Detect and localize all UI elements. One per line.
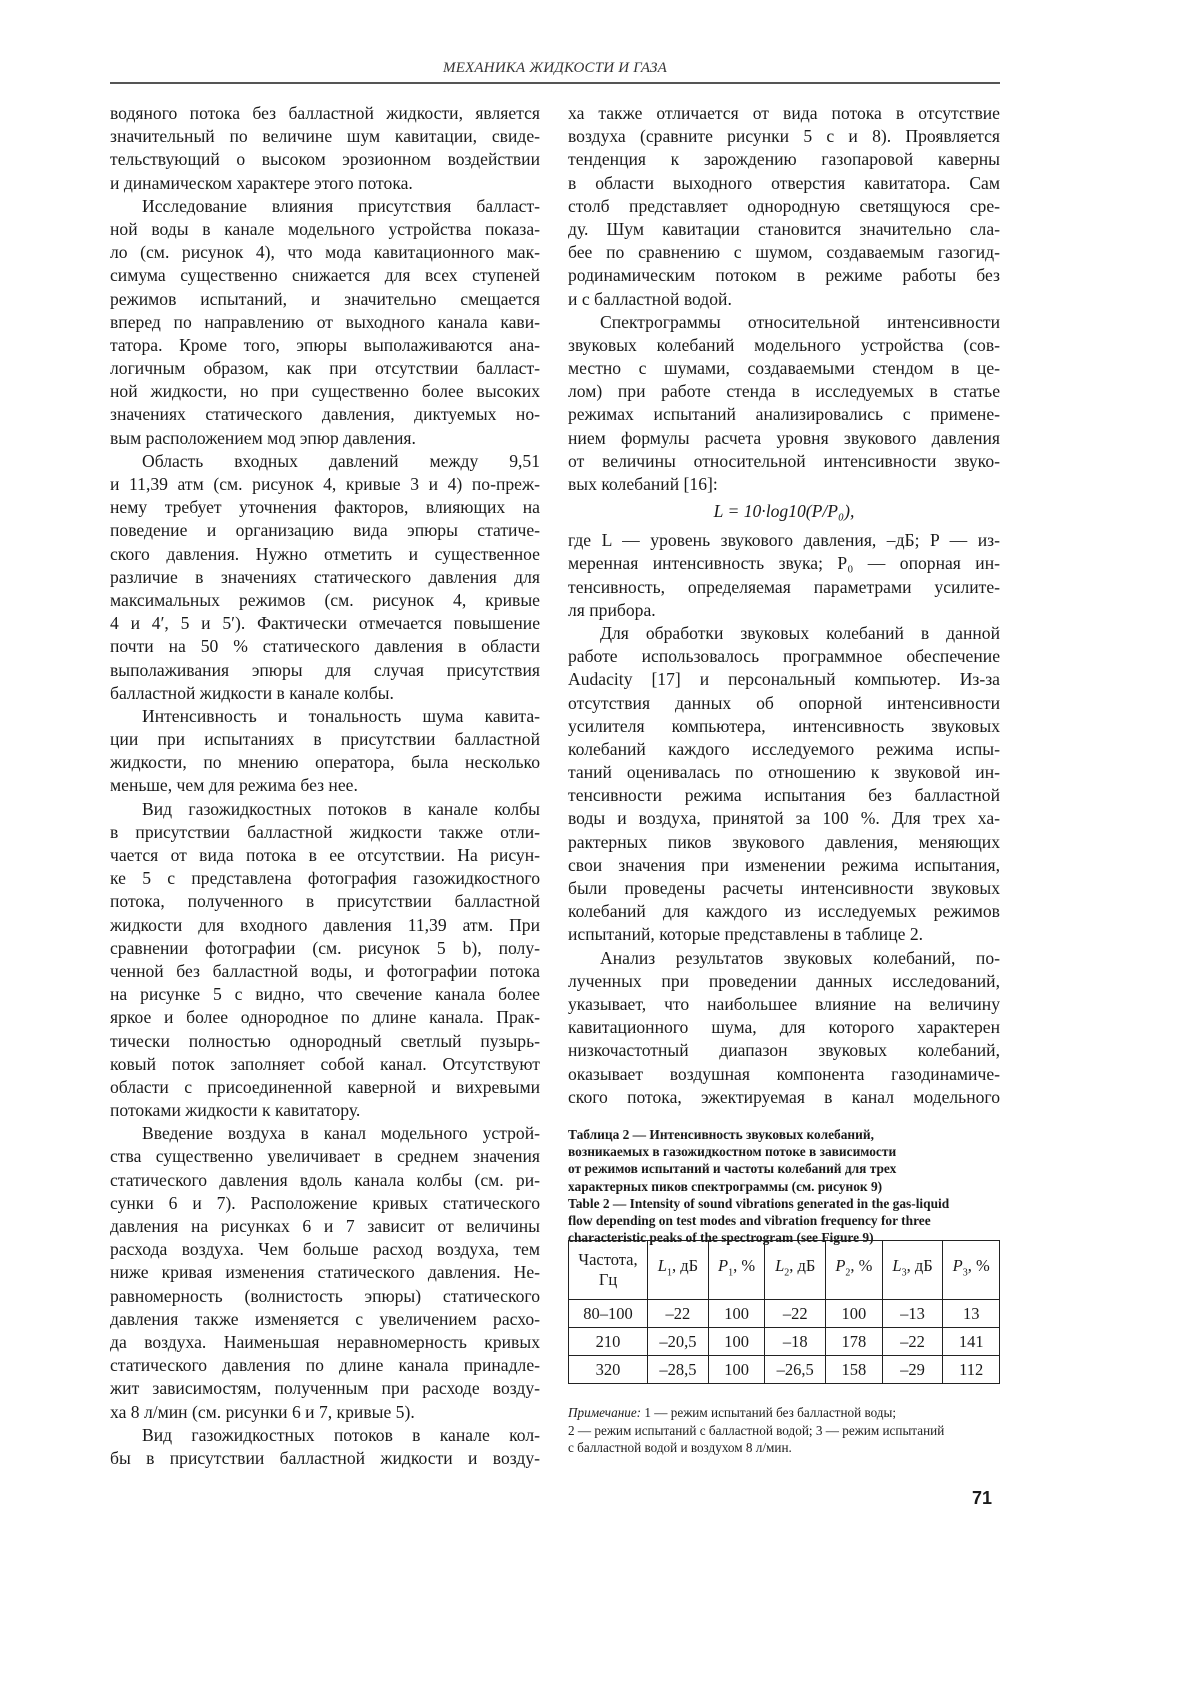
text-line: усилителя компьютера, интенсивность звуковых (568, 715, 1000, 738)
text-line: Исследование влияния присутствия баллаcт- (110, 195, 540, 218)
text-line: низкочастотный диапазон звуковых колебаний, (568, 1039, 1000, 1062)
text-line: Спектрограммы относительной интенсивности (568, 311, 1000, 334)
text-line: вых колебаний [16]: (568, 473, 1000, 496)
text-line: равномерность (волнистость эпюры) статического (110, 1285, 540, 1308)
header-unit: , % (850, 1256, 872, 1275)
header-p2 (826, 1241, 883, 1300)
paragraph (110, 195, 540, 450)
header-symbol: L (658, 1256, 667, 1275)
header-subscript: 1 (728, 1268, 733, 1279)
note-line (568, 1404, 1008, 1422)
page-number: 71 (972, 1488, 992, 1509)
text-line: Интенсивность и тональность шума кавита- (110, 705, 540, 728)
text-line: татора. Кроме того, эпюры выполаживаются ана- (110, 334, 540, 357)
text-line: меренная интенсивность звука; P₀ — опорная ин- (568, 552, 1000, 575)
text-line: родинамическим потоком в режиме работы без (568, 264, 1000, 287)
header-frequency: Частота, Гц (569, 1241, 648, 1300)
note-text: 1 — режим испытаний без балластной воды; (641, 1405, 896, 1420)
text-line: свои значения при изменении режима испытания, (568, 854, 1000, 877)
paragraph (110, 705, 540, 798)
text-line: Введение воздуха в канал модельного устрой- (110, 1122, 540, 1145)
header-unit: , дБ (789, 1256, 815, 1275)
paragraph (568, 311, 1000, 497)
text-line: ля прибора. (568, 599, 1000, 622)
header-unit: , дБ (907, 1256, 933, 1275)
paragraph (568, 529, 1000, 622)
table-2 (568, 1240, 1000, 1384)
text-line: различие в значениях статического давления для (110, 566, 540, 589)
table-cell: –22 (648, 1300, 709, 1328)
caption-line: Таблица 2 — Интенсивность звуковых колебаний, (568, 1126, 1008, 1143)
table-cell: –20,5 (648, 1328, 709, 1356)
left-column (110, 102, 540, 1470)
text-line: яркое и более однородное по длине канала. Прак- (110, 1006, 540, 1029)
header-subscript: 3 (963, 1268, 968, 1279)
text-line: Вид газожидкостных потоков в канале кол- (110, 1424, 540, 1447)
text-line: и динамическом характере этого потока. (110, 172, 540, 195)
text-line: отсутствия данных об опорной интенсивности (568, 692, 1000, 715)
text-line: сунки 6 и 7). Расположение кривых статического (110, 1192, 540, 1215)
table-cell: –13 (882, 1300, 943, 1328)
text-line: меньше, чем для режима без нее. (110, 774, 540, 797)
note-text: с балластной водой и воздухом 8 л/мин. (568, 1440, 792, 1455)
text-line: режимов испытаний, и значительно смещается (110, 288, 540, 311)
text-line: испытаний, которые представлены в таблице 2. (568, 923, 1000, 946)
text-line: выполаживания эпюры для случая присутствия (110, 659, 540, 682)
table-row (569, 1356, 1000, 1384)
caption-line: flow depending on test modes and vibration frequency for three (568, 1212, 1008, 1229)
header-symbol: L (892, 1256, 901, 1275)
text-line: работе использовалось программное обеспечение (568, 645, 1000, 668)
paragraph (568, 947, 1000, 1109)
text-line: потоками жидкости к кавитатору. (110, 1099, 540, 1122)
text-line: от величины относительной интенсивности звуко- (568, 450, 1000, 473)
header-p3 (943, 1241, 1000, 1300)
header-subscript: 2 (784, 1268, 789, 1279)
header-rule (110, 82, 1000, 84)
table-cell: –29 (882, 1356, 943, 1384)
text-line: кавитационного шума, для которого характерен (568, 1016, 1000, 1039)
caption-line: Table 2 — Intensity of sound vibrations generated in the gas-liquid (568, 1195, 1008, 1212)
text-line: колебаний для каждого из исследуемых режимов (568, 900, 1000, 923)
text-line: тенсивности режима испытания без балластной (568, 784, 1000, 807)
header-subscript: 1 (667, 1268, 672, 1279)
text-line: местно с шумами, создаваемыми стендом в це- (568, 357, 1000, 380)
text-line: ду. Шум кавитации становится значительно сла- (568, 218, 1000, 241)
text-line: 4 и 4′, 5 и 5′). Фактически отмечается повышение (110, 612, 540, 635)
text-line: в области выходного отверстия кавитатора. Сам (568, 172, 1000, 195)
running-header: МЕХАНИКА ЖИДКОСТИ И ГАЗА (110, 60, 1000, 77)
paragraph (110, 798, 540, 1123)
text-line: вым расположением мод эпюр давления. (110, 427, 540, 450)
text-line: Область входных давлений между 9,51 (110, 450, 540, 473)
table-cell: 100 (826, 1300, 883, 1328)
header-symbol: P (835, 1256, 845, 1275)
text-line: давления на рисунках 6 и 7 зависит от величины (110, 1215, 540, 1238)
text-line: режимах испытаний анализировались с примене- (568, 403, 1000, 426)
text-line: бее по сравнению с шумом, создаваемым газогид- (568, 241, 1000, 264)
text-line: тенденция к зарождению газопаровой каверны (568, 148, 1000, 171)
text-line: ковый поток заполняет собой канал. Отсутствуют (110, 1053, 540, 1076)
table-cell: –28,5 (648, 1356, 709, 1384)
text-line: колебаний каждого исследуемого режима испы- (568, 738, 1000, 761)
header-l2 (765, 1241, 826, 1300)
text-line: таний оценивалась по отношению к звуковой ин- (568, 761, 1000, 784)
text-line: столб представляет однородную светящуюся сре- (568, 195, 1000, 218)
text-line: воды и воздуха, принятой за 100 %. Для трех ха- (568, 807, 1000, 830)
text-line: тенсивность, определяемая параметрами усилите- (568, 576, 1000, 599)
text-line: расхода воздуха. Чем больше расход воздуха, тем (110, 1238, 540, 1261)
header-subscript: 2 (845, 1268, 850, 1279)
paragraph (110, 1122, 540, 1423)
text-line: ства существенно увеличивает в среднем значения (110, 1145, 540, 1168)
text-line: симума существенно снижается для всех ступеней (110, 264, 540, 287)
text-line: жидкости, по мнению оператора, была несколько (110, 751, 540, 774)
text-line: в присутствии балластной жидкости также отли- (110, 821, 540, 844)
text-line: максимальных режимов (см. рисунок 4, кривые (110, 589, 540, 612)
header-unit: , дБ (672, 1256, 698, 1275)
text-line: и с балластной водой. (568, 288, 1000, 311)
caption-line: от режимов испытаний и частоты колебаний для трех (568, 1160, 1008, 1177)
table-cell: 13 (943, 1300, 1000, 1328)
text-line: статического давления по длине канала принадле- (110, 1354, 540, 1377)
text-line: значительный по величине шум кавитации, свиде- (110, 125, 540, 148)
text-line: рактерных пиков звукового давления, меняющих (568, 831, 1000, 854)
caption-line: возникаемых в газожидкостном потоке в зависимости (568, 1143, 1008, 1160)
table-note (568, 1404, 1008, 1457)
paragraph (110, 450, 540, 705)
caption-line: характерных пиков спектрограммы (см. рисунок 9) (568, 1178, 1008, 1195)
header-unit: , % (733, 1256, 755, 1275)
text-line: поведение и организацию вида эпюры статиче- (110, 519, 540, 542)
note-line (568, 1439, 1008, 1457)
paragraph (568, 102, 1000, 311)
text-line: области с присоединенной каверной и вихревыми (110, 1076, 540, 1099)
text-line: статического давления вдоль канала колбы (см. ри- (110, 1169, 540, 1192)
header-symbol: P (953, 1256, 963, 1275)
text-line: нему требует уточнения факторов, влияющих на (110, 496, 540, 519)
table-cell: –26,5 (765, 1356, 826, 1384)
header-unit: , % (968, 1256, 990, 1275)
text-line: ке 5 c представлена фотография газожидкостного (110, 867, 540, 890)
text-line: были проведены расчеты интенсивности звуковых (568, 877, 1000, 900)
text-line: лученных при проведении данных исследований, (568, 970, 1000, 993)
table-cell: –18 (765, 1328, 826, 1356)
table-row (569, 1328, 1000, 1356)
text-line: ха также отличается от вида потока в отсутствие (568, 102, 1000, 125)
text-line: Анализ результатов звуковых колебаний, по- (568, 947, 1000, 970)
text-line: бы в присутствии балластной жидкости и возду- (110, 1447, 540, 1470)
text-line: тельствующий о высоком эрозионном воздействии (110, 148, 540, 171)
text-line: почти на 50 % статического давления в области (110, 635, 540, 658)
text-line: жит зависимостям, полученным при расходе возду- (110, 1377, 540, 1400)
text-line: жидкости для входного давления 11,39 атм. При (110, 914, 540, 937)
table-cell: –22 (765, 1300, 826, 1328)
text-line: ского потока, эжектируемая в канал модельного (568, 1086, 1000, 1109)
text-line: звуковых колебаний модельного устройства (сов- (568, 334, 1000, 357)
text-line: лом) при работе стенда в исследуемых в статье (568, 380, 1000, 403)
table-cell: 210 (569, 1328, 648, 1356)
text-line: указывает, что наибольшее влияние на величину (568, 993, 1000, 1016)
text-line: нием формулы расчета уровня звукового давления (568, 427, 1000, 450)
table-cell: 80–100 (569, 1300, 648, 1328)
header-symbol: L (775, 1256, 784, 1275)
header-p1 (708, 1241, 765, 1300)
table-row (569, 1300, 1000, 1328)
text-line: на рисунке 5 c видно, что свечение канала более (110, 983, 540, 1006)
text-line: водяного потока без балластной жидкости, является (110, 102, 540, 125)
text-line: ции при испытаниях в присутствии балластной (110, 728, 540, 751)
paragraph (110, 102, 540, 195)
text-line: чается от вида потока в ее отсутствии. На рисун- (110, 844, 540, 867)
header-l3 (882, 1241, 943, 1300)
note-label: Примечание: (568, 1405, 641, 1420)
text-line: ха 8 л/мин (см. рисунки 6 и 7, кривые 5). (110, 1401, 540, 1424)
text-line: ского давления. Нужно отметить и существенное (110, 543, 540, 566)
text-line: ниже кривая изменения статического давления. Не- (110, 1261, 540, 1284)
text-line: Для обработки звуковых колебаний в данной (568, 622, 1000, 645)
note-text: 2 — режим испытаний с балластной водой; 3 — режим испытаний (568, 1423, 944, 1438)
table-header-row (569, 1241, 1000, 1300)
text-line: балластной жидкости в канале колбы. (110, 682, 540, 705)
text-line: сравнении фотографии (см. рисунок 5 b), полу- (110, 937, 540, 960)
text-line: Вид газожидкостных потоков в канале колбы (110, 798, 540, 821)
table-cell: 320 (569, 1356, 648, 1384)
note-line (568, 1422, 1008, 1440)
table-cell: 100 (708, 1356, 765, 1384)
paragraph (568, 622, 1000, 947)
text-line: и 11,39 атм (см. рисунок 4, кривые 3 и 4) по-преж- (110, 473, 540, 496)
text-line: воздуха (сравните рисунки 5 c и 8). Проявляется (568, 125, 1000, 148)
right-column (568, 102, 1000, 1109)
header-subscript: 3 (902, 1268, 907, 1279)
table-cell: 100 (708, 1328, 765, 1356)
table-cell: 112 (943, 1356, 1000, 1384)
table-cell: 178 (826, 1328, 883, 1356)
table-cell: –22 (882, 1328, 943, 1356)
paragraph (110, 1424, 540, 1470)
text-line: вперед по направлению от выходного канала кави- (110, 311, 540, 334)
header-l1 (648, 1241, 709, 1300)
formula-block (568, 496, 1000, 529)
text-line: тически полностью однородный светлый пузырь- (110, 1030, 540, 1053)
text-line: ной жидкости, но при существенно более высоких (110, 380, 540, 403)
text-line: ло (см. рисунок 4), что мода кавитационного мак- (110, 241, 540, 264)
text-line: ченной без балластной воды, и фотографии потока (110, 960, 540, 983)
header-symbol: P (718, 1256, 728, 1275)
text-line: ной воды в канале модельного устройства показа- (110, 218, 540, 241)
text-line: Audacity [17] и персональный компьютер. Из-за (568, 668, 1000, 691)
table-cell: 141 (943, 1328, 1000, 1356)
table-cell: 100 (708, 1300, 765, 1328)
caption-line: characteristic peaks of the spectrogram (see Figure 9) (568, 1229, 1008, 1246)
formula: L = 10·log10(P/P₀), (568, 496, 1000, 529)
text-line: где L — уровень звукового давления, –дБ; P — из- (568, 529, 1000, 552)
text-line: оказывает воздушная компонента газодинамиче- (568, 1063, 1000, 1086)
text-line: потока, полученного в присутствии балластной (110, 890, 540, 913)
table-caption (568, 1126, 1008, 1246)
text-line: да воздуха. Наименьшая неравномерность кривых (110, 1331, 540, 1354)
text-line: давления также изменяется с увеличением расхо- (110, 1308, 540, 1331)
text-line: логичным образом, как при отсутствии балласт- (110, 357, 540, 380)
text-line: значениях статического давления, диктуемых но- (110, 403, 540, 426)
table-cell: 158 (826, 1356, 883, 1384)
